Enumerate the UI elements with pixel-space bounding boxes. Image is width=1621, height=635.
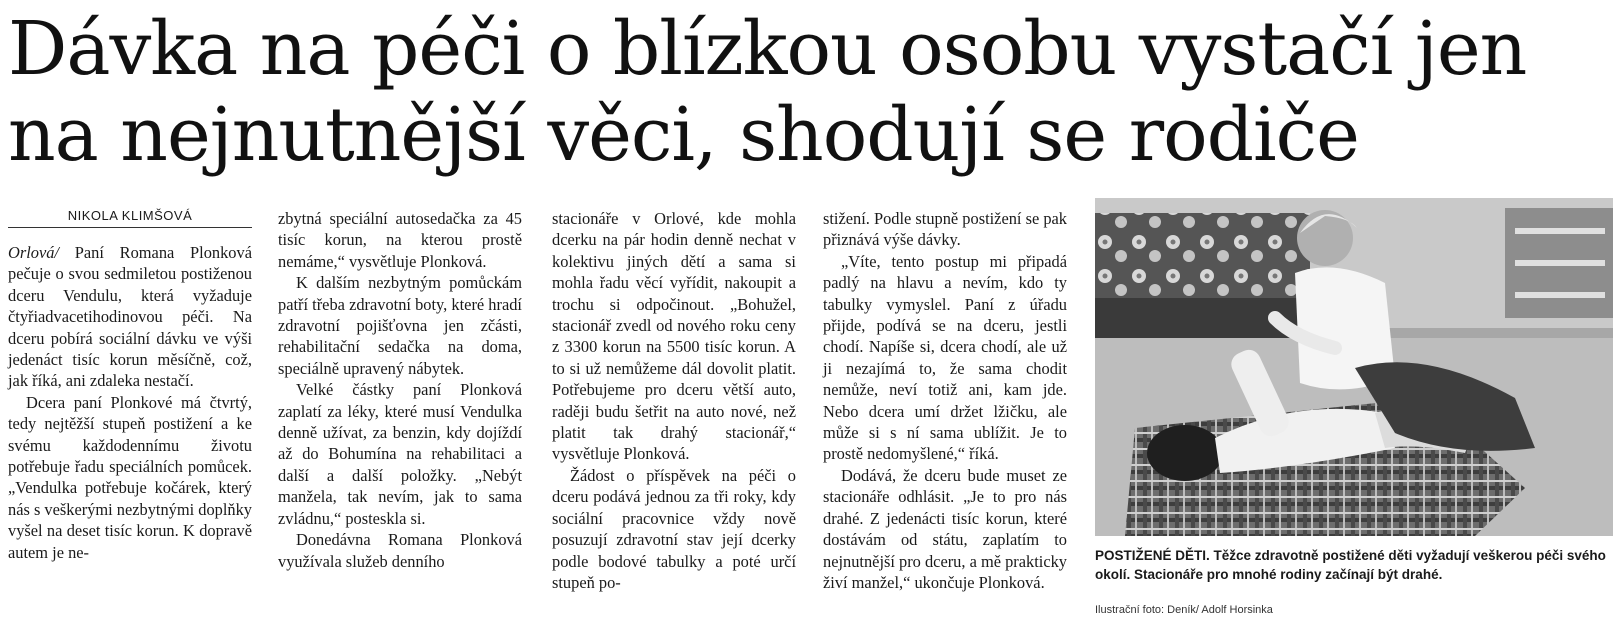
paragraph: Orlová/ Paní Romana Plonková pečuje o svou sedmiletou postiženou dceru Vendulu, která vyžaduje čtyřiadvacetihodinovou péči. Na dceru pobírá sociální dávku ve výši jedenáct tisíc korun měsíčně, což, jak říká, ani zdaleka nestačí. xyxy=(8,243,252,391)
article-column-4 xyxy=(823,208,1067,593)
paragraph: „Víte, tento postup mi připadá padlý na hlavu a nevím, kdo ty tabulky vymyslel. Paní z úřadu přijde, podívá se na dceru, jestli chodí. Napíše si, dcera chodí, ale už ji nezajímá to, že sama chodit nemůže, neví totiž ani, kam jde. Nebo dcera umí držet lžičku, ale může si s ní sama ublížit. Je to prostě nedomyšlené,“ říká. xyxy=(823,251,1067,464)
article-column-3 xyxy=(552,208,796,593)
news-photo xyxy=(1095,198,1613,536)
article-column-1 xyxy=(8,242,252,563)
photo-credit: Ilustrační foto: Deník/ Adolf Horsinka xyxy=(1095,604,1273,616)
byline: NIKOLA KLIMŠOVÁ xyxy=(8,208,252,228)
paragraph: Velké částky paní Plonková zaplatí za léky, které musí Vendulka denně užívat, za benzin, kdy dojíždí až do Bohumína na rehabilitaci a další a další položky. „Nebýt manžela, tak nevím, jak to sama zvládnu,“ posteskla si. xyxy=(278,380,522,528)
caption-text: Těžce zdravotně postižené děti vyžadují veškerou péči svého okolí. Stacionáře pro mnohé rodiny začínají být drahé. xyxy=(1095,548,1606,582)
caption-kicker: POSTIŽENÉ DĚTI. xyxy=(1095,548,1210,563)
article-column-2 xyxy=(278,208,522,572)
paragraph: stižení. Podle stupně postižení se pak přiznává výše dávky. xyxy=(823,209,1067,250)
paragraph: stacionáře v Orlové, kde mohla dcerku na pár hodin denně nechat v kolektivu jiných dětí a sama si mohla řadu věcí vyřídit, nakoupit a trochu si odpočinout. „Bohužel, stacionář zvedl od nového roku ceny z 3300 korun na 5500 tisíc korun. A to si už nemůžeme dál dovolit platit. Potřebujeme pro dceru větší auto, raději budu šetřit na auto nové, než platit tak drahý stacionář,“ vysvětluje Plonková. xyxy=(552,209,796,464)
headline: Dávka na péči o blízkou osobu vystačí jen na nejnutnější věci, shodují se rodiče xyxy=(8,6,1527,178)
paragraph: Donedávna Romana Plonková využívala služeb denního xyxy=(278,530,522,571)
photo-illustration xyxy=(1095,198,1613,536)
paragraph: Dcera paní Plonkové má čtvrtý, tedy nejtěžší stupeň postižení a ke svému každodennímu životu potřebuje řadu speciálních pomůcek. „Vendulka potřebuje kočárek, který nás s veškerými nezbytnými doplňky vyšel na deset tisíc korun. K dopravě autem je ne- xyxy=(8,392,253,562)
paragraph: Žádost o příspěvek na péči o dceru podává jednou za tři roky, kdy sociální pracovnice vždy nově posuzují zdravotní stav její dcerky podle bodové tabulky a poté určí stupeň po- xyxy=(552,465,796,592)
photo-caption xyxy=(1095,546,1615,584)
paragraph: K dalším nezbytným pomůckám patří třeba zdravotní boty, které hradí zdravotní pojišťovna jen zčásti, rehabilitační sedačka na doma, speciálně upravený nábytek. xyxy=(278,273,522,378)
paragraph: Dodává, že dceru bude muset ze stacionáře odhlásit. „Je to pro nás drahé. Z jedenácti tisíc korun, které dostávám od státu, zaplatím to nejnutnější pro dceru, a mě prakticky živí manžel,“ ukončuje Plonková. xyxy=(823,465,1067,592)
paragraph: zbytná speciální autosedačka za 45 tisíc korun, na kterou prostě nemáme,“ vysvětluje Plonková. xyxy=(278,209,522,271)
dateline: Orlová/ xyxy=(8,243,59,262)
